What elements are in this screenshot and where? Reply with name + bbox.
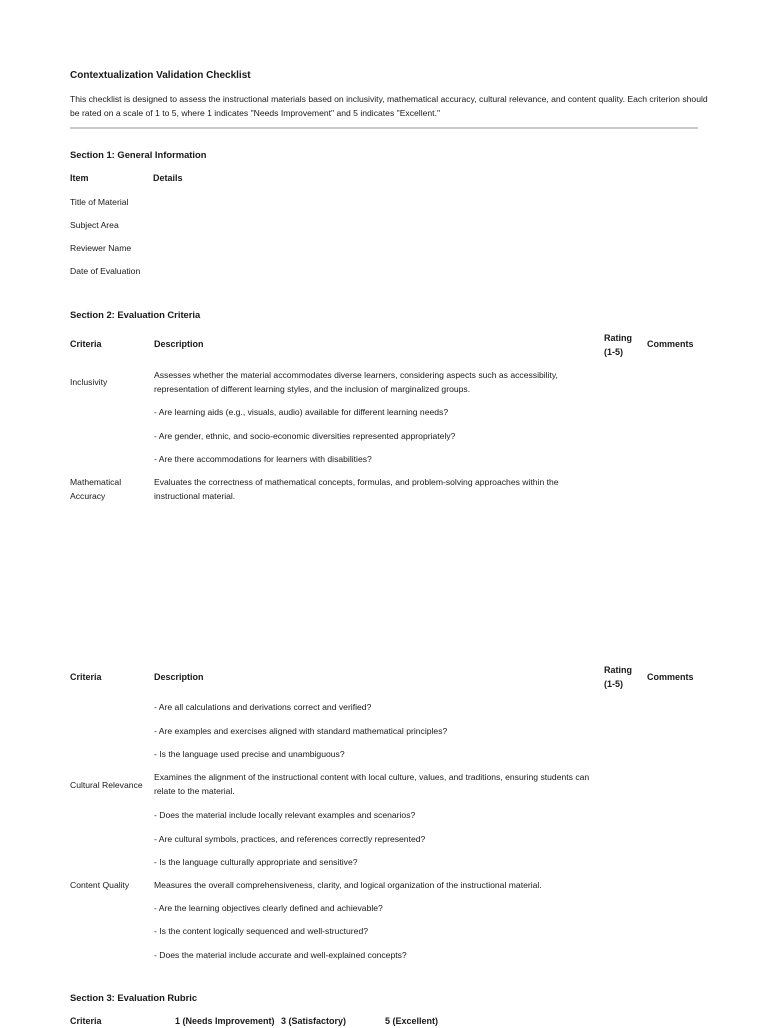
math-question: - Is the language used precise and unambiguous? (154, 749, 345, 759)
criteria-math: Mathematical Accuracy (70, 477, 122, 501)
section3-heading: Section 3: Evaluation Rubric (70, 992, 198, 1003)
content-question: - Is the content logically sequenced and well-structured? (154, 926, 369, 936)
col-item-header: Item (70, 173, 89, 183)
criteria-cultural: Cultural Relevance (70, 780, 143, 790)
section1-heading: Section 1: General Information (70, 149, 207, 160)
rating-header: Rating (1-5) (604, 333, 632, 357)
rubric-col-5: 5 (Excellent) (385, 1016, 439, 1026)
content-description: Measures the overall comprehensiveness, clarity, and logical organization of the instructional material. (154, 880, 542, 890)
comments-header: Comments (647, 339, 694, 349)
info-row-subject: Subject Area (70, 220, 119, 230)
info-row-title: Title of Material (70, 197, 129, 207)
rubric-col-1: 1 (Needs Improvement) (175, 1016, 275, 1026)
criteria-header: Criteria (70, 339, 102, 349)
info-row-reviewer: Reviewer Name (70, 243, 132, 253)
criteria-header: Criteria (70, 672, 102, 682)
rubric-criteria-header: Criteria (70, 1016, 102, 1026)
cultural-question: - Does the material include locally relevant examples and scenarios? (154, 810, 416, 820)
content-question: - Does the material include accurate and well-explained concepts? (154, 950, 407, 960)
intro-paragraph: This checklist is designed to assess the instructional materials based on inclusivity, mathematical accuracy, cultural relevance, and content quality. Each criterion should be rated on a scale of 1 to 5, where 1 indicates "Needs Improvement" and 5 indicates "Excellent." (70, 94, 708, 118)
math-question: - Are examples and exercises aligned with standard mathematical principles? (154, 726, 448, 736)
cultural-question: - Is the language culturally appropriate and sensitive? (154, 857, 358, 867)
description-header: Description (154, 672, 204, 682)
inclusivity-question: - Are learning aids (e.g., visuals, audio) available for different learning needs? (154, 407, 449, 417)
inclusivity-description: Assesses whether the material accommodates diverse learners, considering aspects such as accessibility, representation of different learning styles, and the inclusion of marginalized groups. (154, 370, 558, 394)
document-title: Contextualization Validation Checklist (70, 70, 251, 81)
math-description: Evaluates the correctness of mathematical concepts, formulas, and problem-solving approaches within the instructional material. (154, 477, 559, 501)
inclusivity-question: - Are gender, ethnic, and socio-economic diversities represented appropriately? (154, 431, 456, 441)
divider (70, 127, 698, 129)
rating-header: Rating (1-5) (604, 665, 632, 689)
rubric-col-3: 3 (Satisfactory) (281, 1016, 347, 1026)
cultural-question: - Are cultural symbols, practices, and references correctly represented? (154, 834, 426, 844)
content-question: - Are the learning objectives clearly defined and achievable? (154, 903, 383, 913)
comments-header: Comments (647, 672, 694, 682)
criteria-inclusivity: Inclusivity (70, 377, 108, 387)
info-row-date: Date of Evaluation (70, 266, 141, 276)
inclusivity-question: - Are there accommodations for learners with disabilities? (154, 454, 372, 464)
cultural-description: Examines the alignment of the instructional content with local culture, values, and traditions, ensuring students can relate to the material. (154, 772, 590, 796)
section2-heading: Section 2: Evaluation Criteria (70, 309, 201, 320)
description-header: Description (154, 339, 204, 349)
criteria-content: Content Quality (70, 880, 130, 890)
math-question: - Are all calculations and derivations correct and verified? (154, 702, 372, 712)
col-details-header: Details (153, 173, 183, 183)
